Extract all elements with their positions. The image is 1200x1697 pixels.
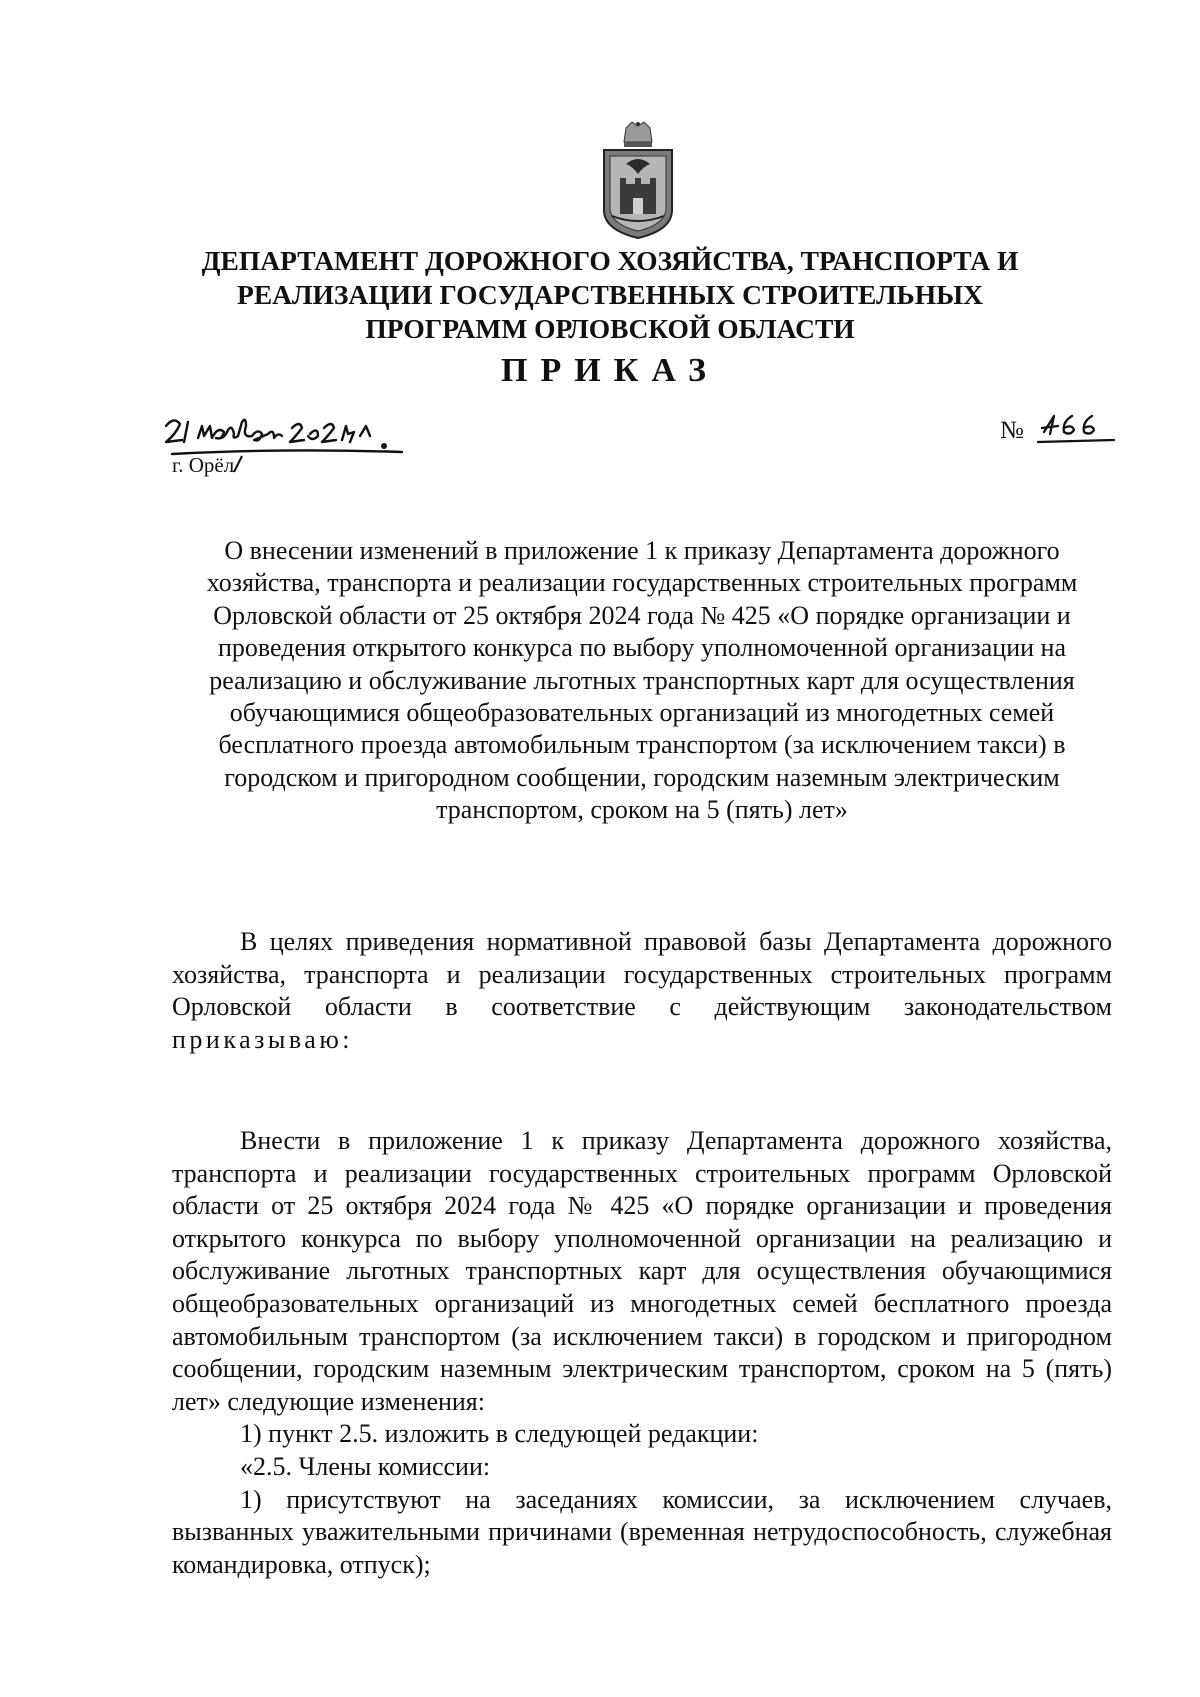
number-label: №	[1000, 417, 1024, 444]
header-line: РЕАЛИЗАЦИИ ГОСУДАРСТВЕННЫХ СТРОИТЕЛЬНЫХ	[237, 279, 983, 310]
preamble-text: В целях приведения нормативной правовой базы Департамента дорожного хозяйства, транспорта и реализации государственных строительных программ Орловской области в соответствие с действующим законодательством	[172, 927, 1112, 1022]
coat-of-arms-icon	[596, 120, 680, 242]
order-keyword: приказываю:	[172, 1024, 353, 1054]
city-label: г. Орёл	[172, 453, 235, 477]
preamble-paragraph	[172, 926, 1112, 1056]
header-line: ПРОГРАММ ОРЛОВСКОЙ ОБЛАСТИ	[365, 313, 855, 344]
department-header	[150, 244, 1070, 346]
operative-section	[172, 1125, 1112, 1581]
list-item: 1) присутствуют на заседаниях комиссии, за исключением случаев, вызванных уважительными причинами (временная нетрудоспособность, служебная командировка, отпуск);	[172, 1484, 1112, 1579]
handwritten-number	[1036, 408, 1118, 448]
order-subject: О внесении изменений в приложение 1 к приказу Департамента дорожного хозяйства, транспорта и реализации государственных строительных программ Орловской области от 25 октября 2024 года № 425 «О порядке организации и проведения открытого конкурса по выбору уполномоченной организации на реализацию и обслуживание льготных транспортных карт для осуществления обучающимися общеобразовательных организаций из многодетных семей бесплатного проезда автомобильным транспортом (за исключением такси) в городском и пригородном сообщении, городским наземным электрическим транспортом, сроком на 5 (пять) лет»	[206, 536, 1078, 825]
document-type-title: ПРИКАЗ	[501, 352, 719, 389]
header-line: ДЕПАРТАМЕНТ ДОРОЖНОГО ХОЗЯЙСТВА, ТРАНСПОРТА И	[201, 245, 1019, 276]
list-item: 1) пункт 2.5. изложить в следующей редакции:	[240, 1419, 759, 1449]
main-paragraph: Внести в приложение 1 к приказу Департамента дорожного хозяйства, транспорта и реализации государственных строительных программ Орловской области от 25 октября 2024 года № 425 «О порядке организации и проведения открытого конкурса по выбору уполномоченной организации на реализацию и обслуживание льготных транспортных карт для осуществления обучающимися общеобразовательных организаций из многодетных семей бесплатного проезда автомобильным транспортом (за исключением такси) в городском и пригородном сообщении, городским наземным электрическим транспортом, сроком на 5 (пять) лет» следующие изменения:	[172, 1126, 1112, 1416]
list-item: «2.5. Члены комиссии:	[240, 1451, 491, 1481]
